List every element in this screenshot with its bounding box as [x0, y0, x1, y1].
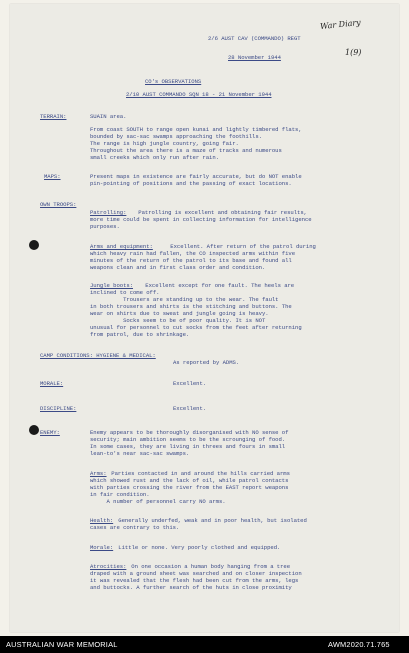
- terrain-line: Throughout the area there is a maze of tracks and numerous: [90, 147, 282, 154]
- jungle-boots-line: inclined to come off.: [90, 289, 160, 296]
- enemy-line: security; main ambition seems to be the scrounging of food.: [90, 436, 286, 443]
- report-date: 28 November 1944: [228, 54, 281, 61]
- terrain-label: TERRAIN:: [40, 113, 67, 120]
- unit-heading: 2/6 AUST CAV (COMMANDO) REGT: [208, 35, 301, 42]
- jungle-boots-line: Excellent except for one fault. The heels are: [142, 282, 295, 289]
- maps-line: pin-pointing of positions and the passing of exact locations.: [90, 180, 292, 187]
- punch-hole-upper: [29, 240, 39, 250]
- enemy-arms-heading: Arms:: [90, 470, 107, 477]
- atrocities-line: On one occasion a human body hanging from a tree: [128, 563, 291, 570]
- atrocities-line: draped with a ground sheet was searched and on closer inspection: [90, 570, 302, 577]
- footer-catalogue-number: AWM2020.71.765: [328, 640, 390, 649]
- enemy-morale-text: Little or none. Very poorly clothed and equipped.: [115, 544, 281, 551]
- enemy-line: In some cases, they are living in threes and fours in small: [90, 443, 286, 450]
- footer-institution: AUSTRALIAN WAR MEMORIAL: [6, 640, 118, 649]
- enemy-arms-line: Parties contacted in and around the hills carried arms: [108, 470, 290, 477]
- enemy-arms-line: which showed rust and the lack of oil, while patrol contacts: [90, 477, 289, 484]
- enemy-arms-line: in fair condition.: [90, 491, 150, 498]
- morale-label: MORALE:: [40, 380, 64, 387]
- enemy-line: Enemy appears to be thoroughly disorganised with NO sense of: [90, 429, 289, 436]
- patrolling-line: more time could be spent in collecting information for intelligence: [90, 216, 312, 223]
- punch-hole-lower: [29, 425, 39, 435]
- arms-equipment-line: which heavy rain had fallen, the CO inspected arms within five: [90, 250, 296, 257]
- handwritten-page-number: 1(9): [345, 48, 362, 57]
- enemy-morale-heading: Morale:: [90, 544, 114, 551]
- arms-equipment-line: Excellent. After return of the patrol during: [167, 243, 316, 250]
- atrocities-line: and buttocks. A further search of the huts in close proximity: [90, 584, 292, 591]
- arms-equipment-line: minutes of the return of the patrol to its base and found all: [90, 257, 292, 264]
- jungle-boots-line: Trousers are standing up to the wear. The fault: [90, 296, 279, 303]
- atrocities-line: it was revealed that the flesh had been cut from the arms, legs: [90, 577, 299, 584]
- archive-footer-bar: [0, 636, 409, 653]
- maps-label: MAPS:: [44, 173, 61, 180]
- terrain-line: From coast SOUTH to range open kunai and lightly timbered flats,: [90, 126, 302, 133]
- discipline-text: Excellent.: [173, 405, 207, 412]
- title-line-1: CO's OBSERVATIONS: [145, 78, 202, 85]
- jungle-boots-line: from patrol, due to shrinkage.: [90, 331, 190, 338]
- terrain-line: small creeks which only run after rain.: [90, 154, 219, 161]
- enemy-health-line: Generally underfed, weak and in poor health, but isolated: [115, 517, 307, 524]
- maps-line: Present maps in existence are fairly accurate, but do NOT enable: [90, 173, 302, 180]
- own-troops-label: OWN TROOPS:: [40, 201, 77, 208]
- patrolling-line: Patrolling is excellent and obtaining fair results,: [135, 209, 307, 216]
- document-page: [10, 4, 399, 632]
- jungle-boots-line: wear on shirts due to sweat and jungle going is heavy.: [90, 310, 269, 317]
- discipline-label: DISCIPLINE:: [40, 405, 77, 412]
- atrocities-heading: Atrocities:: [90, 563, 127, 570]
- arms-equipment-heading: Arms and equipment:: [90, 243, 153, 250]
- terrain-line: bounded by sac-sac swamps approaching the foothills.: [90, 133, 262, 140]
- handwritten-war-diary-note: War Diary: [319, 17, 362, 32]
- morale-text: Excellent.: [173, 380, 207, 387]
- camp-conditions-text: As reported by ADMS.: [173, 359, 240, 366]
- enemy-line: lean-to's near sac-sac swamps.: [90, 450, 190, 457]
- enemy-health-heading: Health:: [90, 517, 114, 524]
- enemy-health-line: cases are contrary to this.: [90, 524, 180, 531]
- title-line-2: 2/10 AUST COMMANDO SQN 18 - 21 November 1944: [126, 91, 272, 98]
- enemy-arms-line: A number of personnel carry NO arms.: [90, 498, 226, 505]
- enemy-arms-line: with parties crossing the river from the EAST report weapons: [90, 484, 289, 491]
- jungle-boots-heading: Jungle boots:: [90, 282, 133, 289]
- terrain-line: The range is high jungle country, going fair.: [90, 140, 239, 147]
- jungle-boots-line: in both trousers and shirts is the stitching and buttons. The: [90, 303, 292, 310]
- arms-equipment-line: weapons clean and in first class order and condition.: [90, 264, 266, 271]
- jungle-boots-line: unusual for personnel to cut socks from the feet after returning: [90, 324, 302, 331]
- terrain-line: SUAIN area.: [90, 113, 127, 120]
- camp-conditions-label: CAMP CONDITIONS: HYGIENE & MEDICAL:: [40, 352, 156, 359]
- jungle-boots-line: Socks seem to be of poor quality. It is NOT: [90, 317, 266, 324]
- patrolling-heading: Patrolling:: [90, 209, 127, 216]
- patrolling-line: purposes.: [90, 223, 120, 230]
- enemy-label: ENEMY:: [40, 429, 60, 436]
